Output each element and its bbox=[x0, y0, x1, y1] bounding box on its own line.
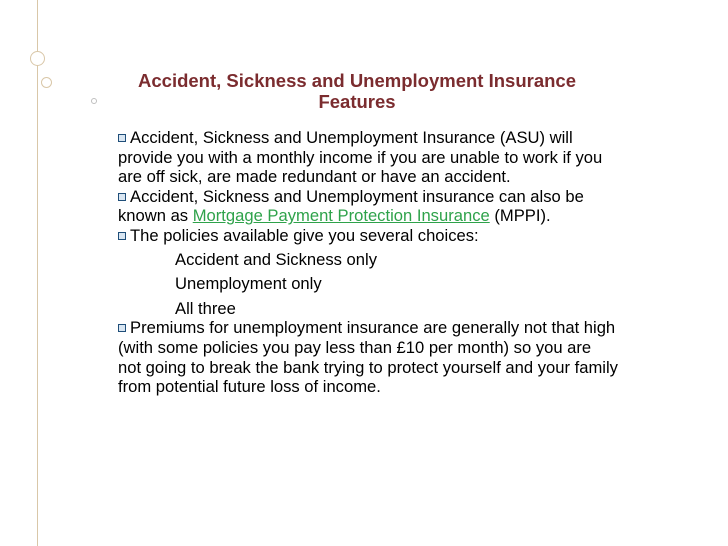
paragraph bbox=[118, 128, 618, 187]
decorative-circle-icon bbox=[41, 77, 52, 88]
mppi-link[interactable]: Mortgage Payment Protection Insurance bbox=[192, 206, 490, 226]
paragraph-text: (MPPI). bbox=[489, 206, 551, 226]
paragraph-text: The policies available give you several choices: bbox=[130, 225, 479, 245]
paragraph bbox=[118, 226, 618, 246]
square-bullet-icon bbox=[118, 193, 126, 201]
paragraph bbox=[118, 318, 618, 396]
decorative-circle-icon bbox=[91, 98, 97, 104]
square-bullet-icon bbox=[118, 324, 126, 332]
paragraph-text: Accident, Sickness and Unemployment insurance can also be known as bbox=[118, 186, 584, 226]
decorative-circle-icon bbox=[30, 51, 45, 66]
choice-item: Accident and Sickness only bbox=[175, 249, 378, 269]
paragraph bbox=[118, 187, 618, 226]
square-bullet-icon bbox=[118, 232, 126, 240]
decorative-line bbox=[37, 0, 38, 546]
paragraph-text: Accident, Sickness and Unemployment Insurance (ASU) will provide you with a monthly income if you are unable to work if you are off sick, are made redundant or have an accident. bbox=[118, 128, 603, 187]
choice-item: Unemployment only bbox=[175, 274, 322, 294]
paragraph-text: Premiums for unemployment insurance are generally not that high (with some policies you pay less than £10 per month) so you are not going to break the bank trying to protect yourself and your family from potential future loss of income. bbox=[118, 318, 618, 397]
choice-item: All three bbox=[175, 298, 236, 318]
square-bullet-icon bbox=[118, 134, 126, 142]
slide-body bbox=[118, 128, 618, 397]
slide-title: Accident, Sickness and Unemployment Insurance Features bbox=[138, 70, 576, 112]
